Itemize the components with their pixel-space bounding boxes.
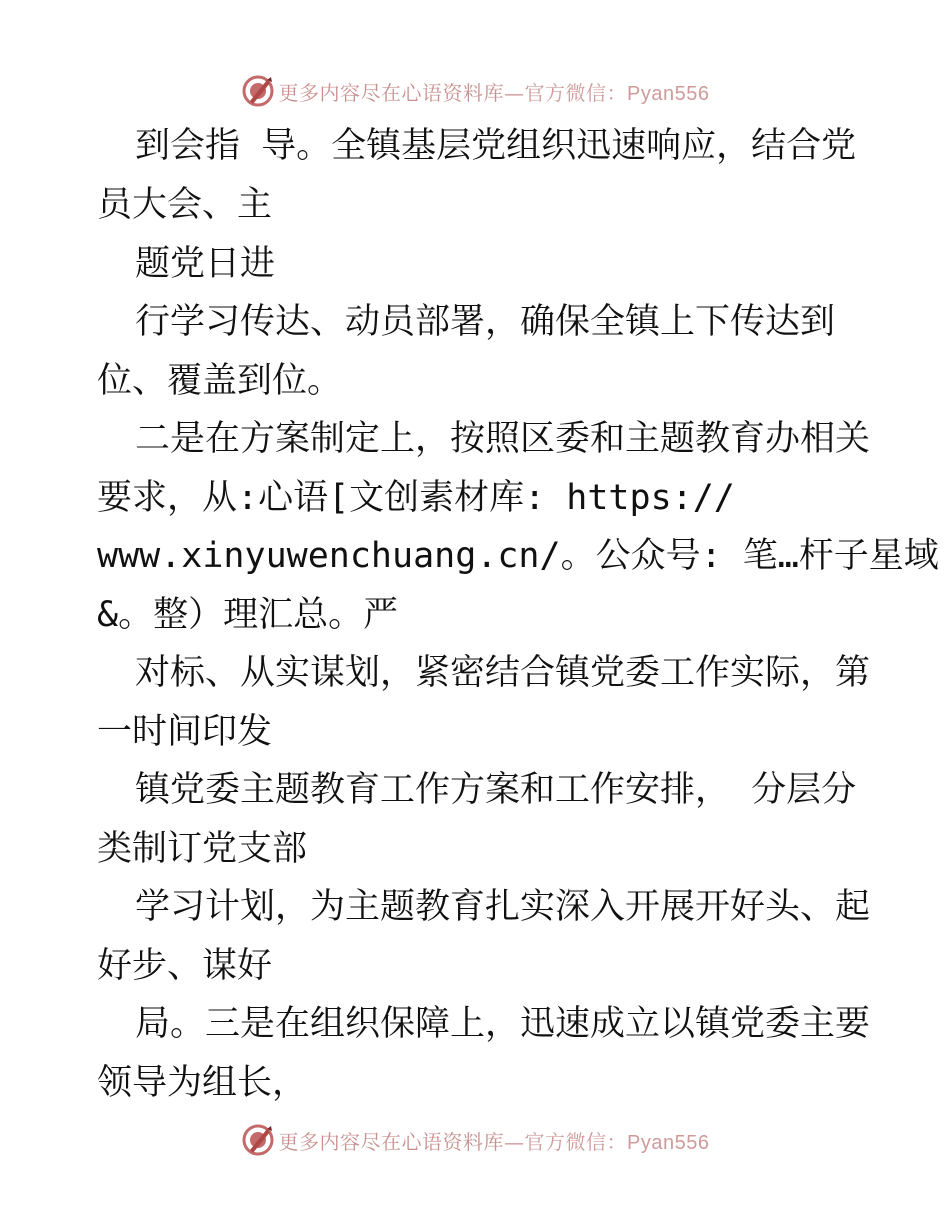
text-line: 行学习传达、动员部署，确保全镇上下传达到	[135, 302, 836, 342]
text-line: 镇党委主题教育工作方案和工作安排， 分层分	[135, 770, 857, 810]
watermark-contact: 官方微信：Pyan556	[524, 1131, 710, 1154]
pen-logo-icon	[241, 74, 275, 108]
text-line: 员大会、主	[97, 185, 273, 225]
pen-logo-icon	[241, 1123, 275, 1157]
watermark-main: 更多内容尽在心语资料库	[278, 80, 505, 105]
text-line: 一时间印发	[97, 712, 273, 752]
text-line: 类制订党支部	[97, 829, 308, 869]
text-line: 到会指 导。全镇基层党组织迅速响应，结合党	[135, 126, 857, 166]
text-line: 学习计划，为主题教育扎实深入开展开好头、起	[135, 887, 871, 927]
text-line: 对标、从实谋划，紧密结合镇党委工作实际，第	[135, 653, 871, 693]
text-line: 二是在方案制定上，按照区委和主题教育办相关	[135, 419, 871, 459]
text-line: &。整）理汇总。严	[97, 595, 399, 635]
text-line: 题党日进	[135, 244, 276, 284]
watermark-main: 更多内容尽在心语资料库	[278, 1129, 505, 1154]
watermark-contact: 官方微信：Pyan556	[524, 82, 710, 105]
text-line: 要求，从:心语[文创素材库: https://	[97, 478, 735, 518]
text-line: 位、覆盖到位。	[97, 361, 343, 401]
watermark-text	[279, 1126, 710, 1155]
header-watermark	[0, 71, 950, 111]
watermark-dash: —	[504, 1129, 525, 1154]
text-line: 领导为组长，	[97, 1063, 308, 1103]
watermark-dash: —	[504, 80, 525, 105]
text-line: www.xinyuwenchuang.cn/。公众号: 笔…杆子星域	[97, 536, 939, 576]
footer-watermark	[0, 1120, 950, 1160]
watermark-text	[279, 77, 710, 106]
text-line: 局。三是在组织保障上，迅速成立以镇党委主要	[135, 1004, 871, 1044]
text-line: 好步、谋好	[97, 946, 273, 986]
